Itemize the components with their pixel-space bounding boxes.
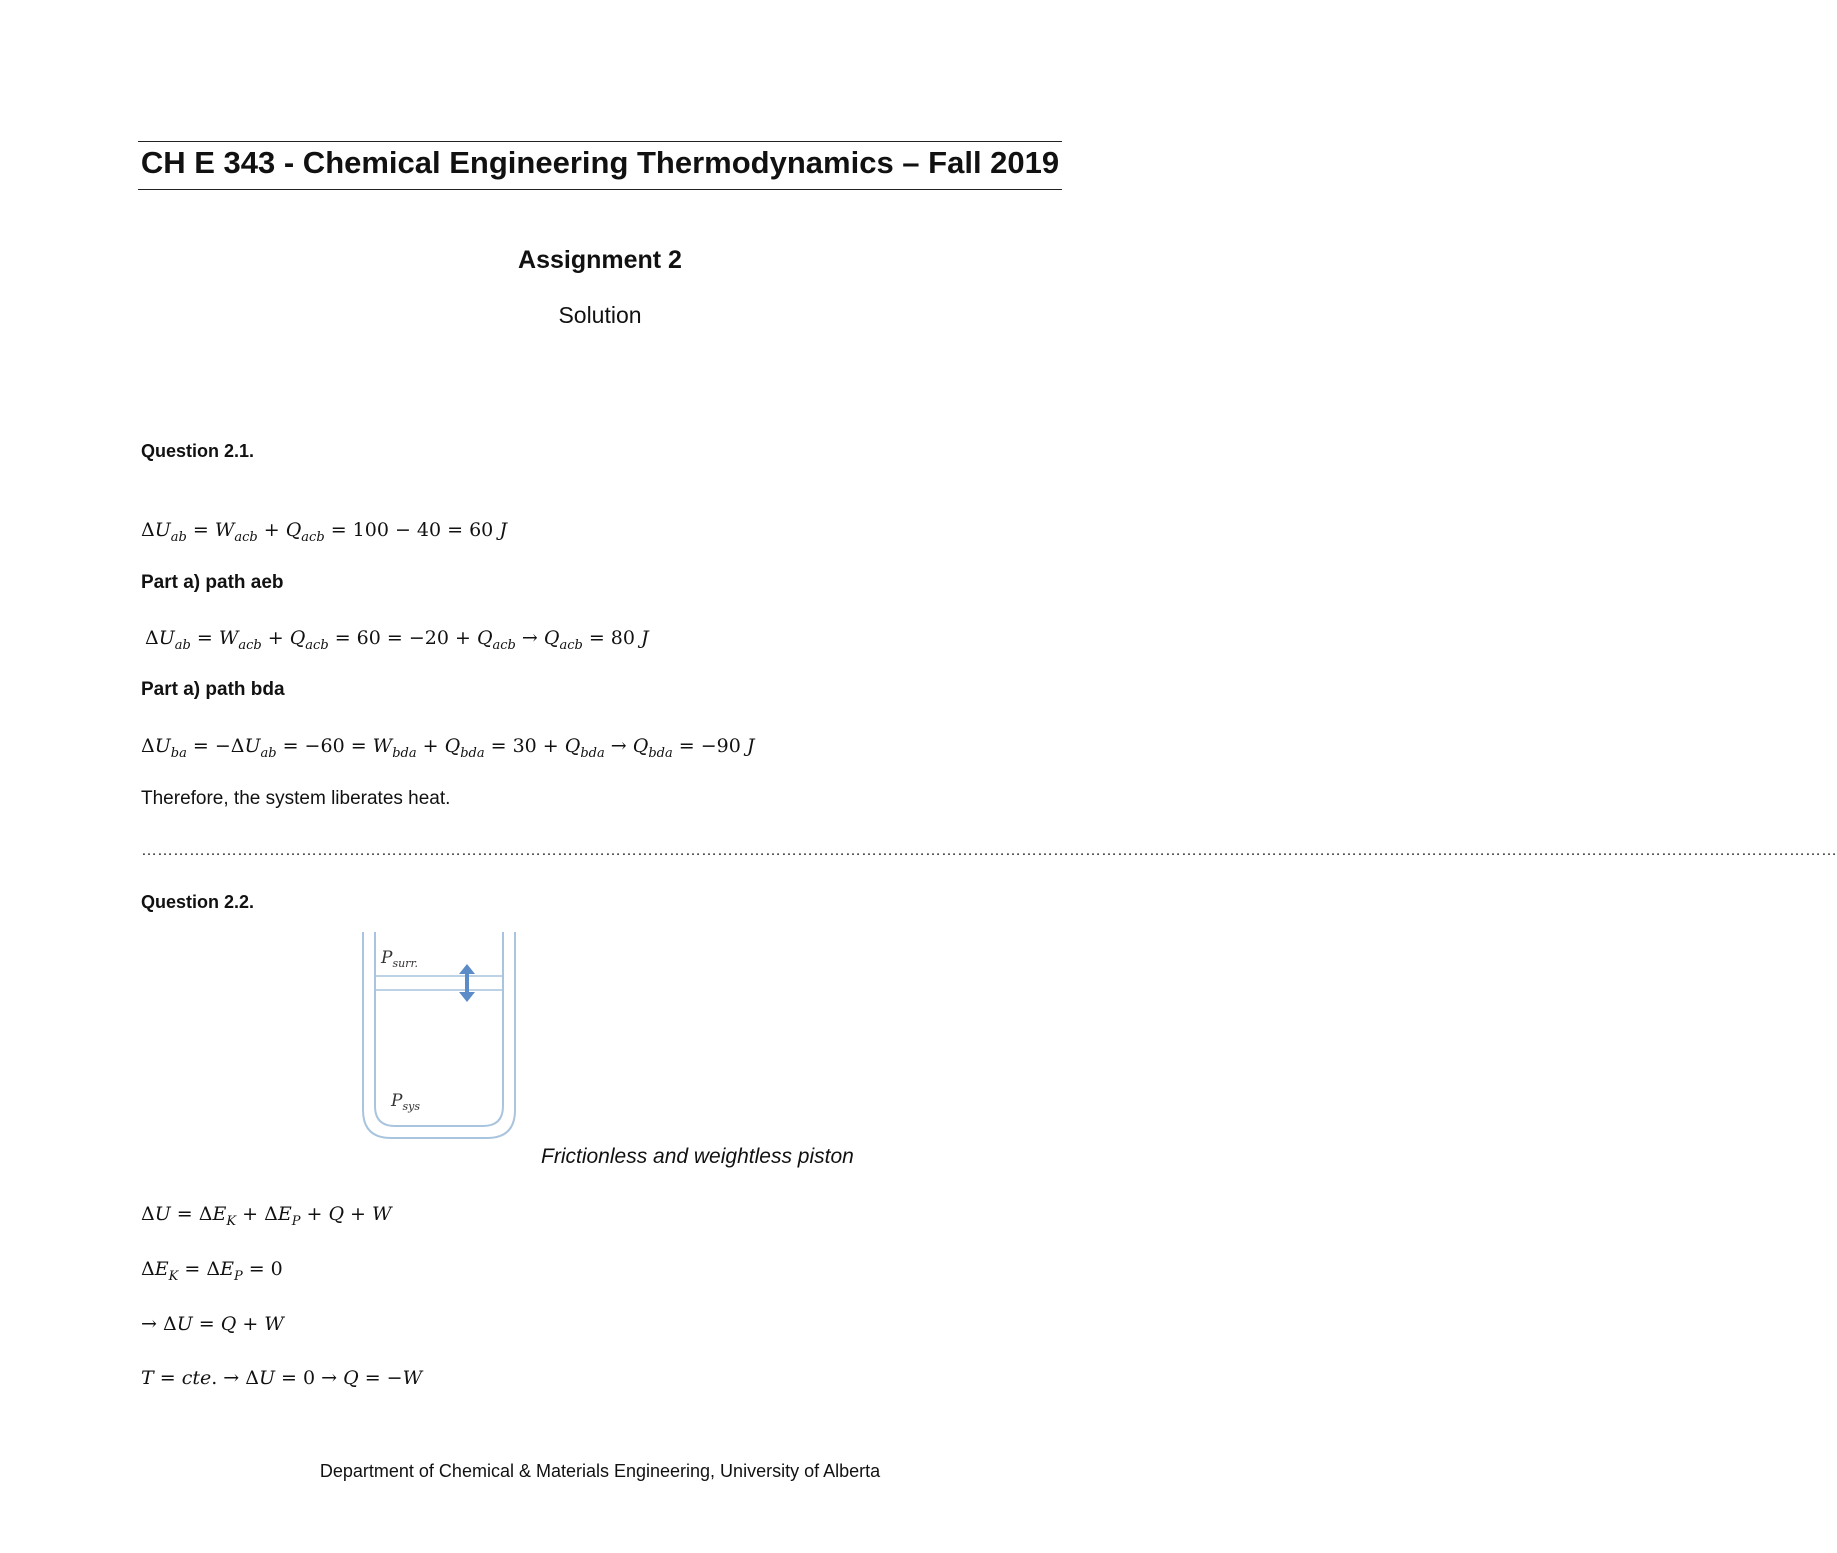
- q21-conclusion: Therefore, the system liberates heat.: [141, 788, 451, 809]
- part-a-heading: Part a) path aeb: [141, 572, 284, 593]
- q21-equation-1: $\Delta U_{ab} = W_{acb} + Q_{acb} = 100 - 40 = 60$ J: [141, 519, 507, 545]
- q21-equation-3: $\Delta U_{ba} = -\Delta U_{ab} = -60 = W_{bda} + Q_{bda} = 30 + Q_{bda} \to Q_{bda} = -90$ J: [141, 735, 755, 761]
- title-top-rule: [138, 141, 1062, 142]
- q21-equation-2: $\Delta U_{ab} = W_{acb} + Q_{acb} = 60 = -20 + Q_{acb} \to Q_{acb} = 80$ J: [145, 627, 649, 653]
- subtitle: Solution: [558, 302, 642, 328]
- part-b-heading: Part a) path bda: [141, 679, 285, 700]
- title-bottom-rule: [138, 189, 1062, 190]
- section-separator: …………………………………………………………………………………………………………………………………………………………………………………………………………………………………………………………………………………………: [141, 842, 1837, 859]
- page-footer: Department of Chemical & Materials Engineering, University of Alberta: [319, 1461, 881, 1481]
- p-sys-label: $P_{sys}$: [391, 1091, 420, 1113]
- question-2-1-heading: Question 2.1.: [141, 441, 255, 461]
- diagram-caption: Frictionless and weightless piston: [541, 1145, 854, 1168]
- q22-equation-4: T = cte. → ΔU = 0 → Q = −W: [141, 1367, 423, 1389]
- double-arrow-icon: [459, 964, 475, 1002]
- q22-equation-2: $\Delta E_K = \Delta E_P = 0$: [141, 1258, 283, 1284]
- q22-equation-3: → ΔU = Q + W: [141, 1313, 284, 1335]
- question-2-2-heading: Question 2.2.: [141, 892, 255, 912]
- assignment-title: Assignment 2: [518, 246, 682, 274]
- p-surr-label: $P_{surr.}$: [381, 948, 418, 970]
- q22-equation-1: $\Delta U = \Delta E_K + \Delta E_P + Q + W$: [141, 1203, 392, 1229]
- piston-cylinder-diagram: [355, 928, 525, 1143]
- course-title: CH E 343 - Chemical Engineering Thermodynamics – Fall 2019: [140, 145, 1060, 180]
